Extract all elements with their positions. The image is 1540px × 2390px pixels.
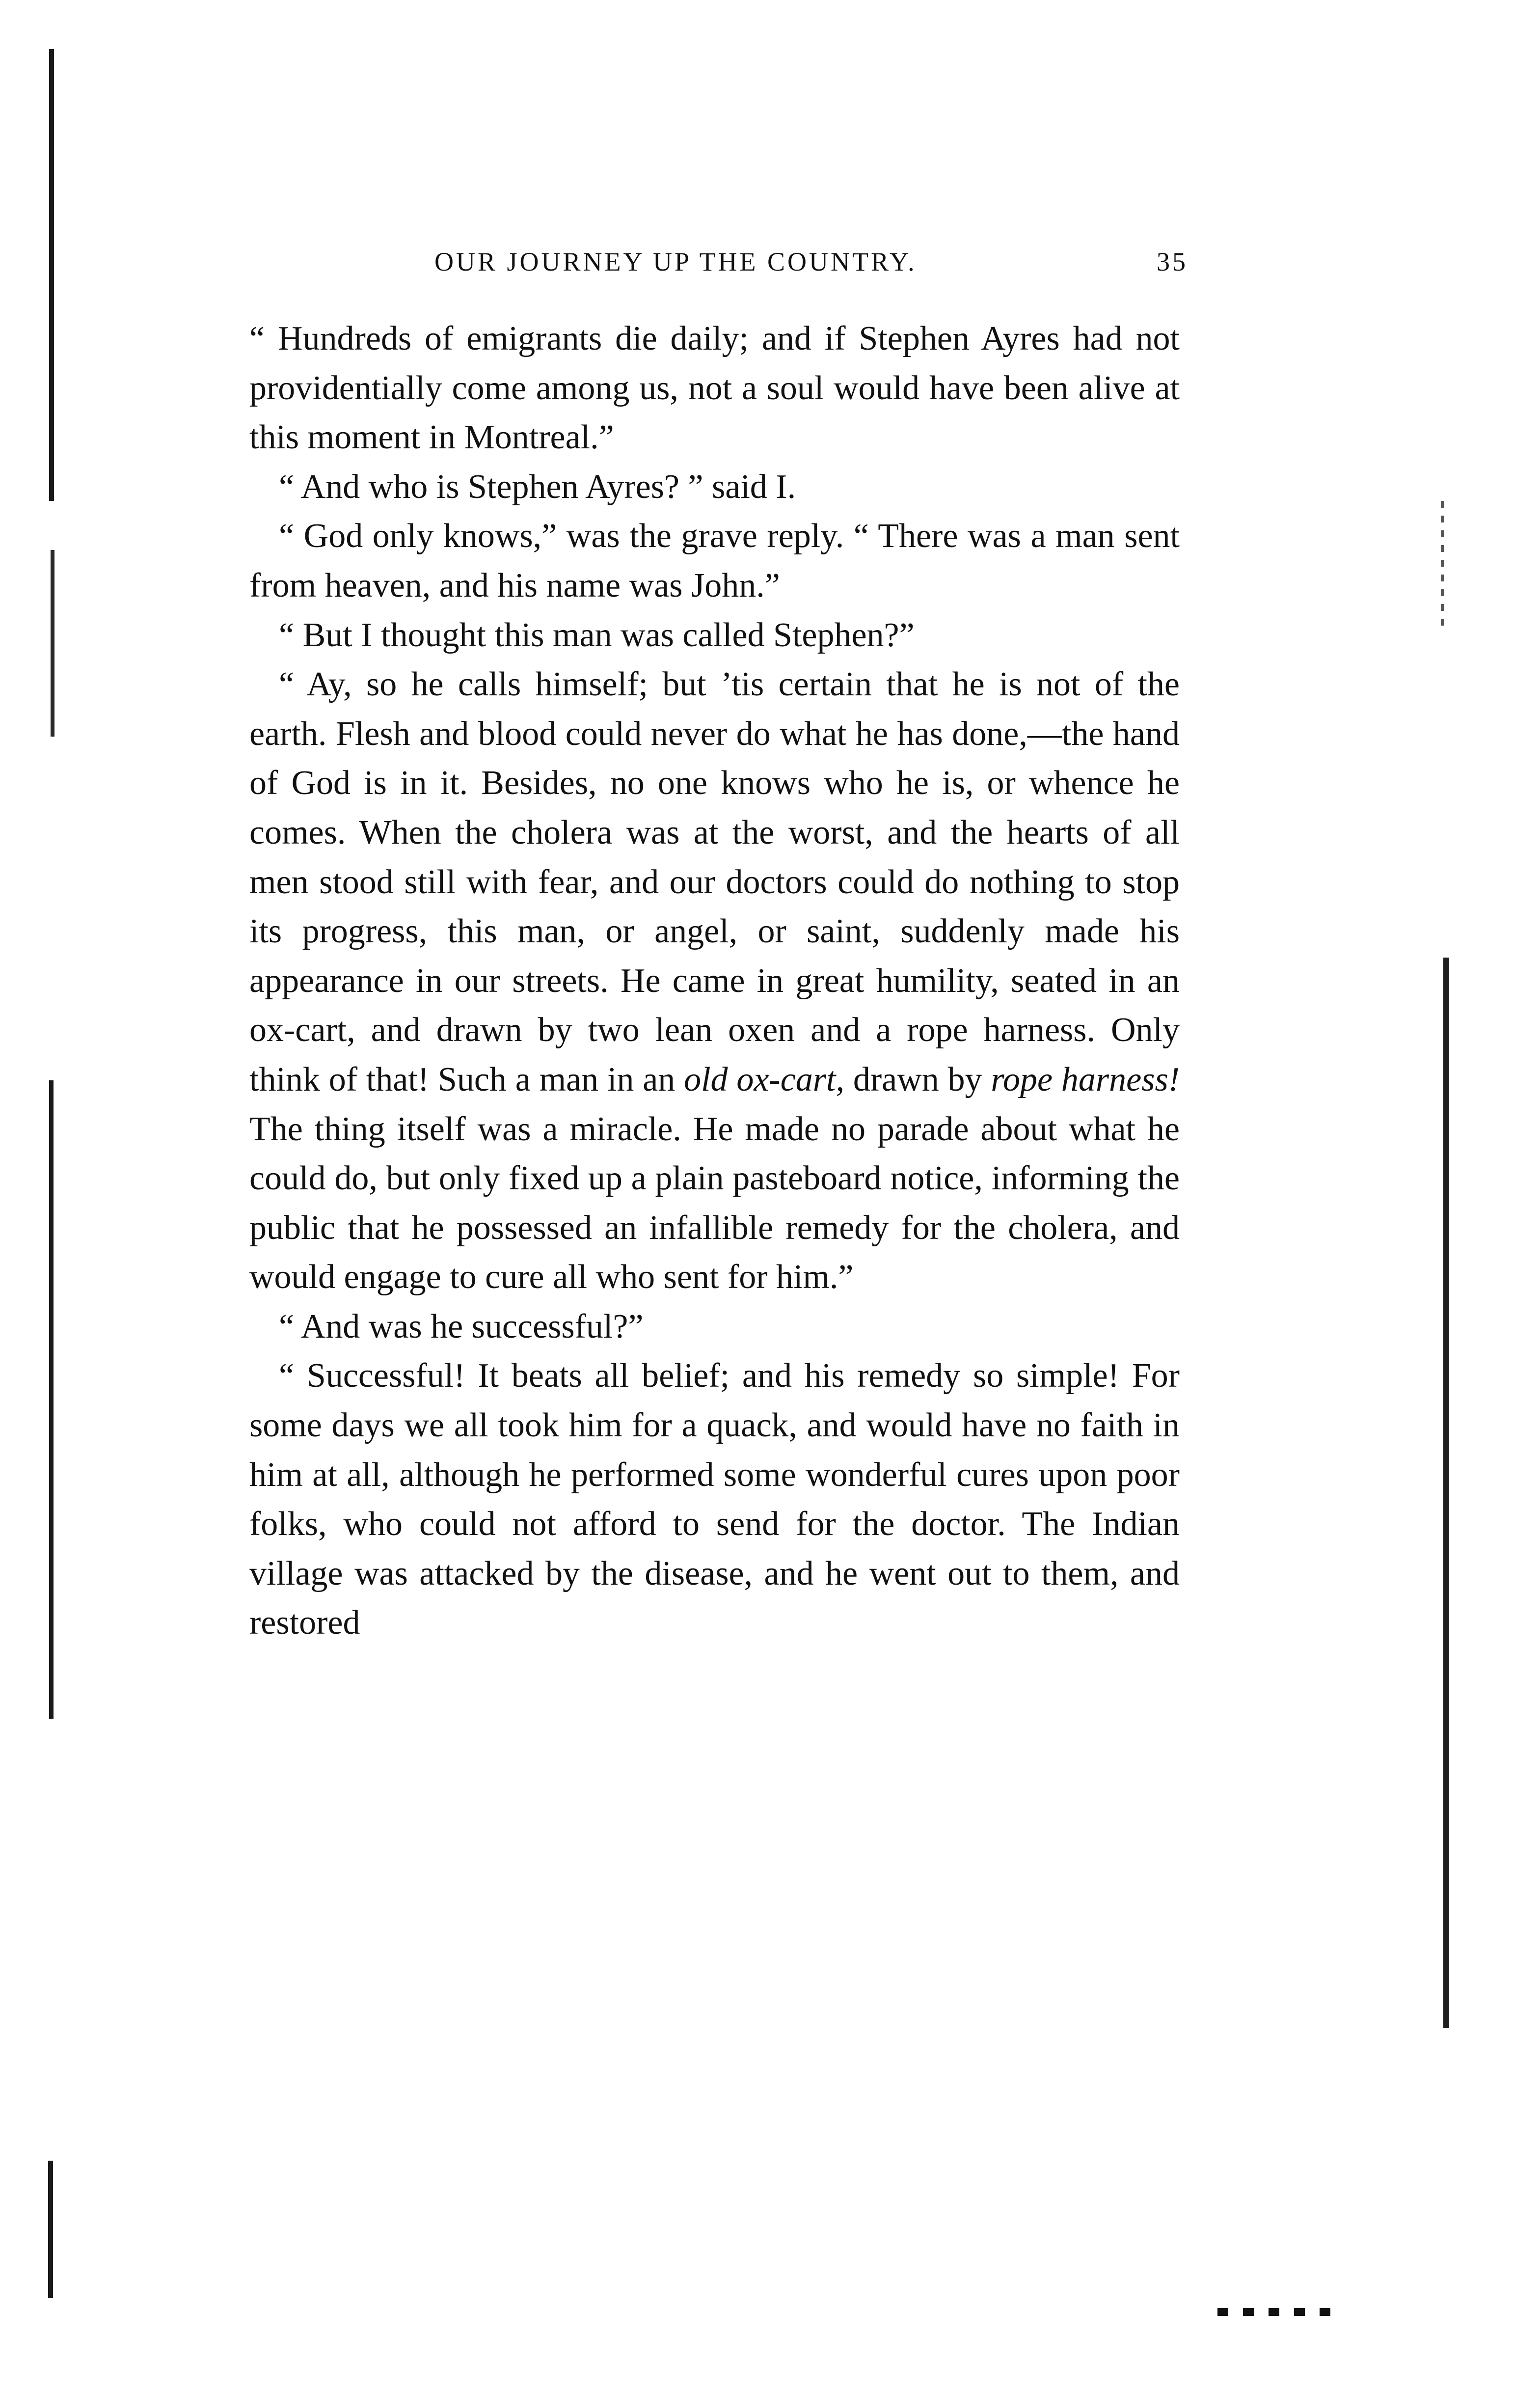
paragraph [249, 611, 1180, 660]
paragraph-text: The thing itself was a miracle. He made no parade about what he could do, but only fixed up a plain pasteboard notice, informing the public that he possessed an infallible remedy for the cholera, and would engage to cure all who sent for him.” [249, 1110, 1180, 1296]
running-head-title: OUR JOURNEY UP THE COUNTRY. [434, 247, 917, 276]
scan-page-edge [1443, 958, 1449, 2028]
scan-binding-edge [51, 550, 54, 737]
page-number: 35 [1157, 247, 1188, 276]
scan-page-edge [1441, 501, 1444, 629]
paragraph-text: “ Ay, so he calls himself; but ’tis certain that he is not of the earth. Flesh and blood could never do what he has done,—the hand of God is in it. Besides, no one knows who he is, or whence he comes. When the cholera was at the worst, and the hearts of all men stood still with fear, and our doctors could do nothing to stop its progress, this man, or angel, or saint, suddenly made his appearance in our streets. He came in great humility, seated in an ox-cart, and drawn by two lean oxen and a rope harness. Only think of that! Such a man in an [249, 665, 1180, 1099]
running-head [434, 247, 1188, 281]
paragraph-text: “ And who is Stephen Ayres? ” said I. [279, 467, 796, 506]
paragraph-text: drawn by [853, 1060, 982, 1099]
paragraph [249, 1351, 1180, 1648]
scan-binding-edge [49, 1080, 54, 1719]
paragraph [249, 463, 1180, 512]
scan-artifact-marks [1217, 2308, 1335, 2316]
paragraph [249, 660, 1180, 1302]
paragraph-text: “ And was he successful?” [279, 1307, 644, 1346]
paragraph-text: “ Successful! It beats all belief; and his remedy so simple! For some days we all took him for a quack, and would have no faith in him at all, although he performed some wonderful cures upon poor folks, who could not afford to send for the doctor. The Indian village was attacked by the disease, and he went out to them, and restored [249, 1357, 1180, 1642]
body-text [249, 314, 1180, 1648]
paragraph [249, 314, 1180, 463]
scan-binding-edge [49, 49, 54, 501]
paragraph-text: “ But I thought this man was called Stephen?” [279, 616, 915, 654]
paragraph-text: “ Hundreds of emigrants die daily; and if Stephen Ayres had not providentially come among us, not a soul would have been alive at this moment in Montreal.” [249, 320, 1180, 457]
paragraph [249, 1302, 1180, 1352]
italic-phrase: old ox-cart, [684, 1060, 844, 1099]
paragraph-text: “ God only knows,” was the grave reply. “ There was a man sent from heaven, and his name was John.” [249, 517, 1180, 604]
paragraph [249, 512, 1180, 610]
italic-phrase: rope harness! [991, 1060, 1180, 1099]
scan-binding-edge [48, 2161, 53, 2298]
